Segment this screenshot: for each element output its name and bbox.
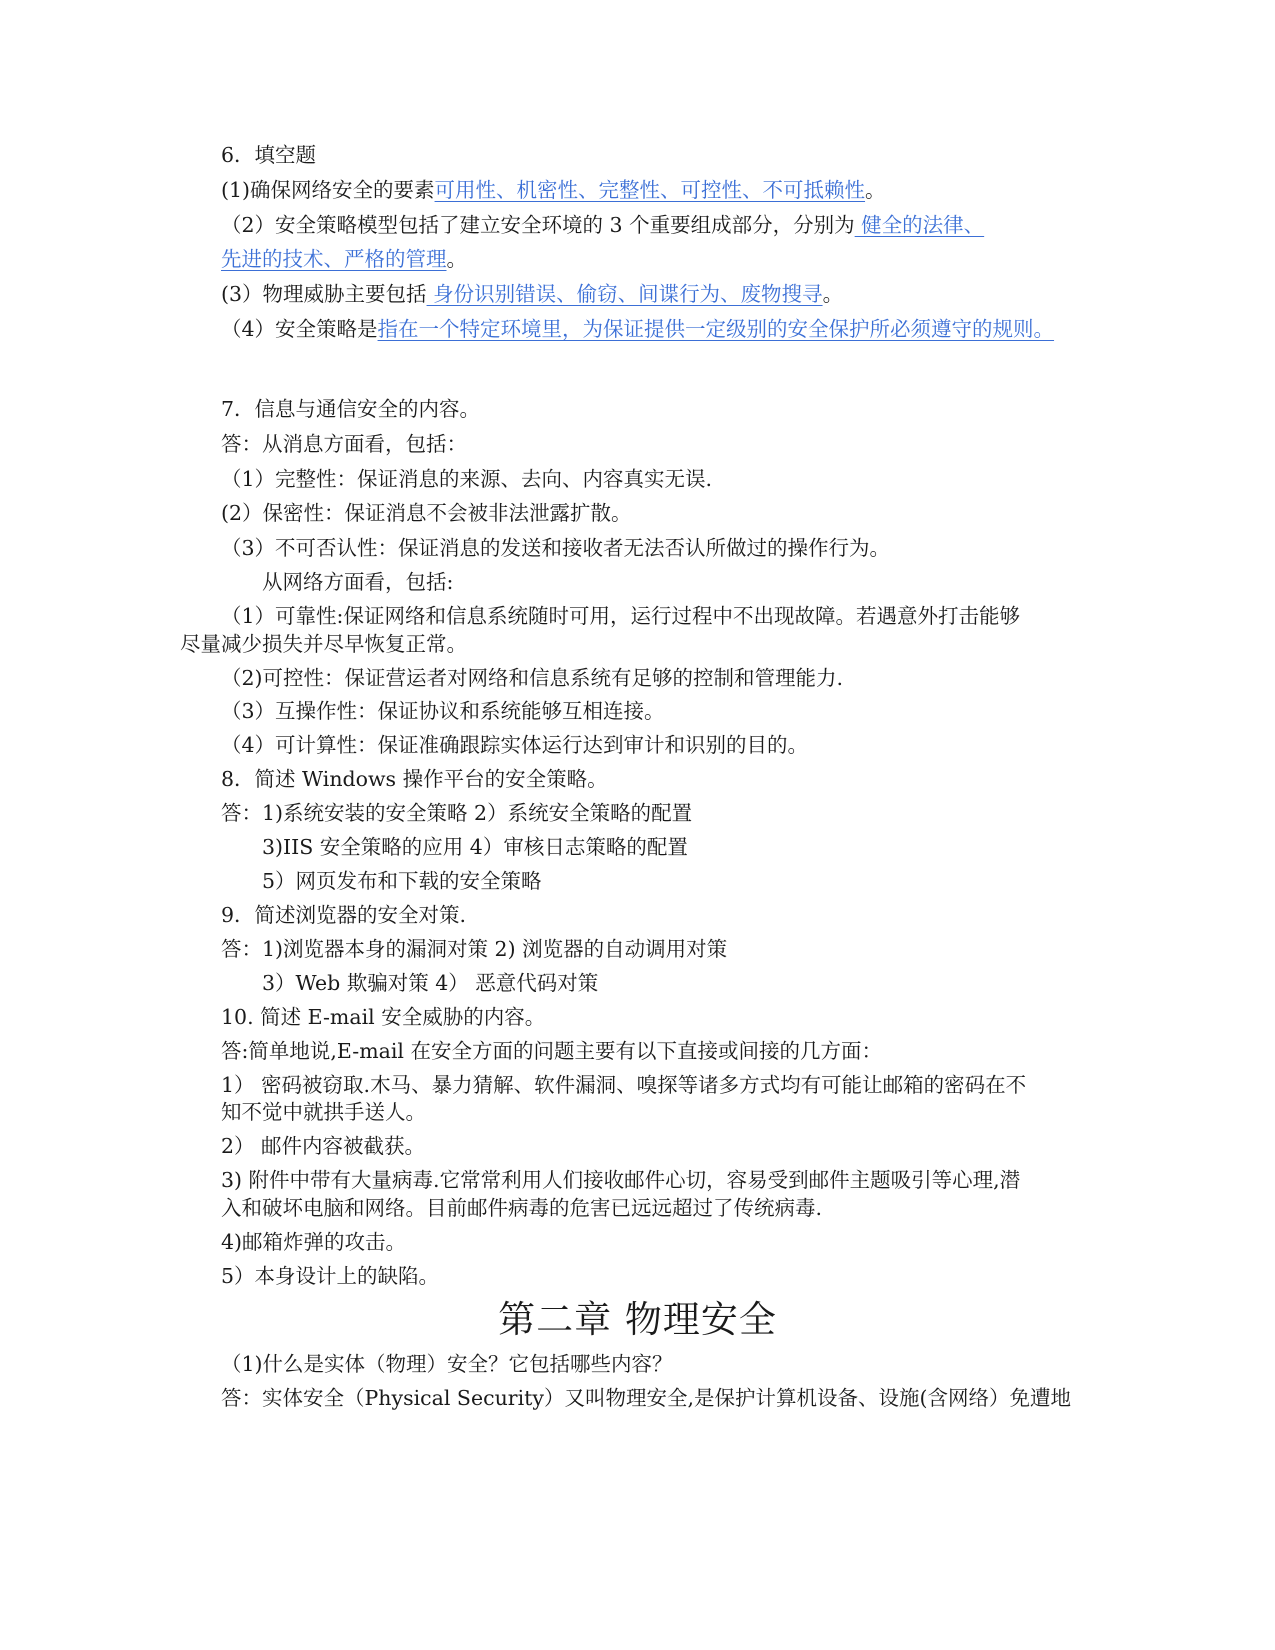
q9-title: 9．简述浏览器的安全对策.: [221, 903, 467, 927]
q6-item-4-prefix: （4）安全策略是: [221, 317, 378, 341]
q6-item-1-answer: 可用性、机密性、完整性、可控性、不可抵赖性: [434, 178, 866, 202]
q7-line-3: (2）保密性：保证消息不会被非法泄露扩散。: [221, 501, 632, 525]
q6-item-3-prefix: (3）物理威胁主要包括: [221, 282, 427, 306]
q7-line-10: （4）可计算性：保证准确跟踪实体运行达到审计和识别的目的。: [221, 733, 809, 757]
q9-line-1: 答：1)浏览器本身的漏洞对策 2) 浏览器的自动调用对策: [221, 937, 728, 961]
q7-line-2: （1）完整性：保证消息的来源、去向、内容真实无误.: [221, 467, 713, 491]
q7-line-7: 尽量减少损失并尽早恢复正常。: [180, 632, 467, 656]
q6-title: 6．填空题: [221, 143, 317, 167]
q7-line-1: 答：从消息方面看，包括：: [221, 432, 467, 456]
q10-line-8: 5）本身设计上的缺陷。: [221, 1264, 440, 1288]
q6-item-1-suffix: 。: [865, 178, 886, 202]
q6-item-3: [221, 280, 843, 308]
q10-line-7: 4)邮箱炸弹的攻击。: [221, 1230, 407, 1254]
q7-line-9: （3）互操作性：保证协议和系统能够互相连接。: [221, 699, 665, 723]
q8-line-2: 3)IIS 安全策略的应用 4）审核日志策略的配置: [262, 835, 688, 859]
q7-line-5: 从网络方面看，包括:: [262, 570, 454, 594]
chapter2-line-2: 答：实体安全（Physical Security）又叫物理安全,是保护计算机设备、设施(含网络）免遭地: [221, 1386, 1071, 1410]
q10-title: 10. 简述 E-mail 安全威胁的内容。: [221, 1005, 546, 1029]
q10-line-5: 3) 附件中带有大量病毒.它常常利用人们接收邮件心切，容易受到邮件主题吸引等心理,潜: [221, 1168, 1021, 1192]
q6-item-2-answer-cont: 先进的技术、严格的管理: [221, 247, 447, 271]
q6-item-4: [221, 315, 1054, 343]
q7-line-4: （3）不可否认性：保证消息的发送和接收者无法否认所做过的操作行为。: [221, 536, 891, 560]
q8-line-1: 答：1)系统安装的安全策略 2）系统安全策略的配置: [221, 801, 693, 825]
chapter-2-heading: 第二章 物理安全: [498, 1298, 777, 1341]
q6-item-1: [221, 176, 886, 204]
q6-item-1-prefix: (1)确保网络安全的要素: [221, 178, 435, 202]
chapter2-line-1: （1)什么是实体（物理）安全？它包括哪些内容？: [221, 1352, 673, 1376]
q6-item-3-answer: 身份识别错误、偷窃、间谍行为、废物搜寻: [426, 282, 823, 306]
q6-item-3-suffix: 。: [822, 282, 844, 306]
q10-line-6: 入和破坏电脑和网络。目前邮件病毒的危害已远远超过了传统病毒.: [221, 1196, 823, 1220]
q10-line-4: 2） 邮件内容被截获。: [221, 1134, 426, 1158]
q8-line-3: 5）网页发布和下载的安全策略: [262, 869, 542, 893]
q7-line-8: （2)可控性：保证营运者对网络和信息系统有足够的控制和管理能力.: [221, 666, 844, 690]
q9-line-2: 3）Web 欺骗对策 4） 恶意代码对策: [262, 971, 599, 995]
q6-item-2-prefix: （2）安全策略模型包括了建立安全环境的 3 个重要组成部分，分别为: [221, 213, 855, 237]
q10-line-1: 答:简单地说,E-mail 在安全方面的问题主要有以下直接或间接的几方面：: [221, 1039, 882, 1063]
q6-item-2-answer: 健全的法律、: [854, 213, 985, 237]
q6-item-2-suffix: 。: [446, 247, 467, 271]
q8-title: 8．简述 Windows 操作平台的安全策略。: [221, 767, 608, 791]
q10-line-2: 1） 密码被窃取.木马、暴力猜解、软件漏洞、嗅探等诸多方式均有可能让邮箱的密码在不: [221, 1073, 1027, 1097]
q6-item-2-cont: [221, 245, 467, 273]
q10-line-3: 知不觉中就拱手送人。: [221, 1100, 426, 1124]
q7-title: 7．信息与通信安全的内容。: [221, 397, 481, 421]
q6-item-4-answer: 指在一个特定环境里，为保证提供一定级别的安全保护所必须遵守的规则。: [377, 317, 1055, 341]
q7-line-6: （1）可靠性:保证网络和信息系统随时可用，运行过程中不出现故障。若遇意外打击能够: [221, 604, 1020, 628]
q6-item-2: [221, 211, 984, 239]
